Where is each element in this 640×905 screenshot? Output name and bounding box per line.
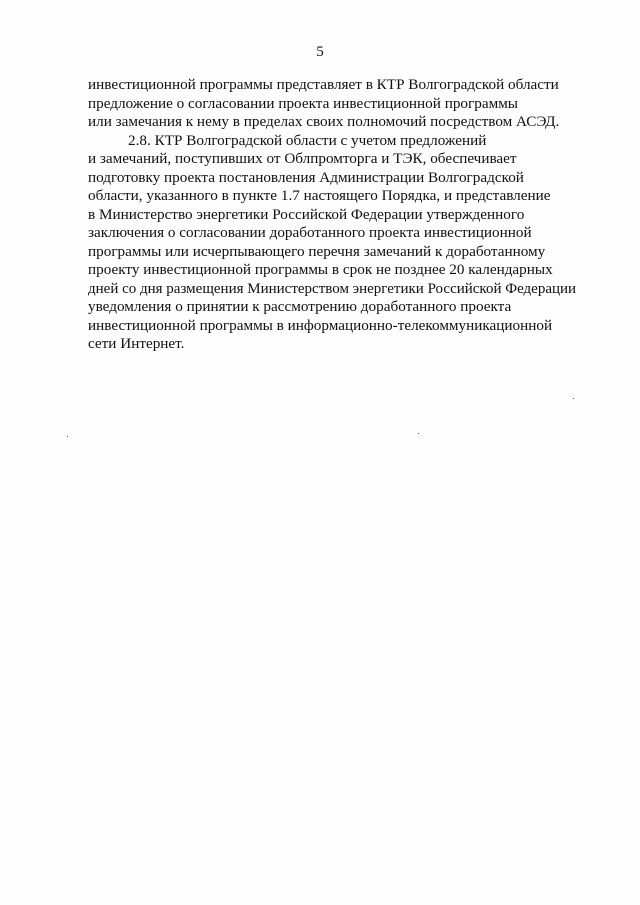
scan-speck [573,398,574,399]
scan-speck [418,433,419,434]
paragraph-line: заключения о согласовании доработанного проекта инвестиционной [88,224,532,241]
paragraph-line: программы или исчерпывающего перечня замечаний к доработанному [88,242,546,260]
paragraph-line: инвестиционной программы в информационно-телекоммуникационной [88,316,553,334]
paragraph-line: 2.8. КТР Волгоградской области с учетом предложений [128,131,487,149]
paragraph-line: подготовку проекта постановления Администрации Волгоградской [88,168,524,186]
scan-speck [67,436,68,437]
paragraph-line: или замечания к нему в пределах своих полномочий посредством АСЭД. [88,113,560,130]
paragraph-line: инвестиционной программы представляет в КТР Волгоградской области [88,76,559,93]
paragraph-line: сети Интернет. [88,335,185,352]
paragraph-line: проекту инвестиционной программы в срок не позднее 20 календарных [88,261,553,278]
document-body [88,76,580,354]
paragraph-1 [88,76,580,132]
paragraph-line: уведомления о принятии к рассмотрению доработанного проекта [88,298,512,315]
paragraph-line: дней со дня размещения Министерством энергетики Российской Федерации [88,280,577,297]
paragraph-line: предложение о согласовании проекта инвестиционной программы [88,94,519,112]
paragraph-2-8 [88,132,580,354]
page-number: 5 [316,44,324,60]
paragraph-line: области, указанного в пункте 1.7 настоящего Порядка, и представление [88,187,551,204]
paragraph-line: и замечаний, поступивших от Облпромторга и ТЭК, обеспечивает [88,150,517,167]
paragraph-line: в Министерство энергетики Российской Федерации утвержденного [88,205,525,223]
